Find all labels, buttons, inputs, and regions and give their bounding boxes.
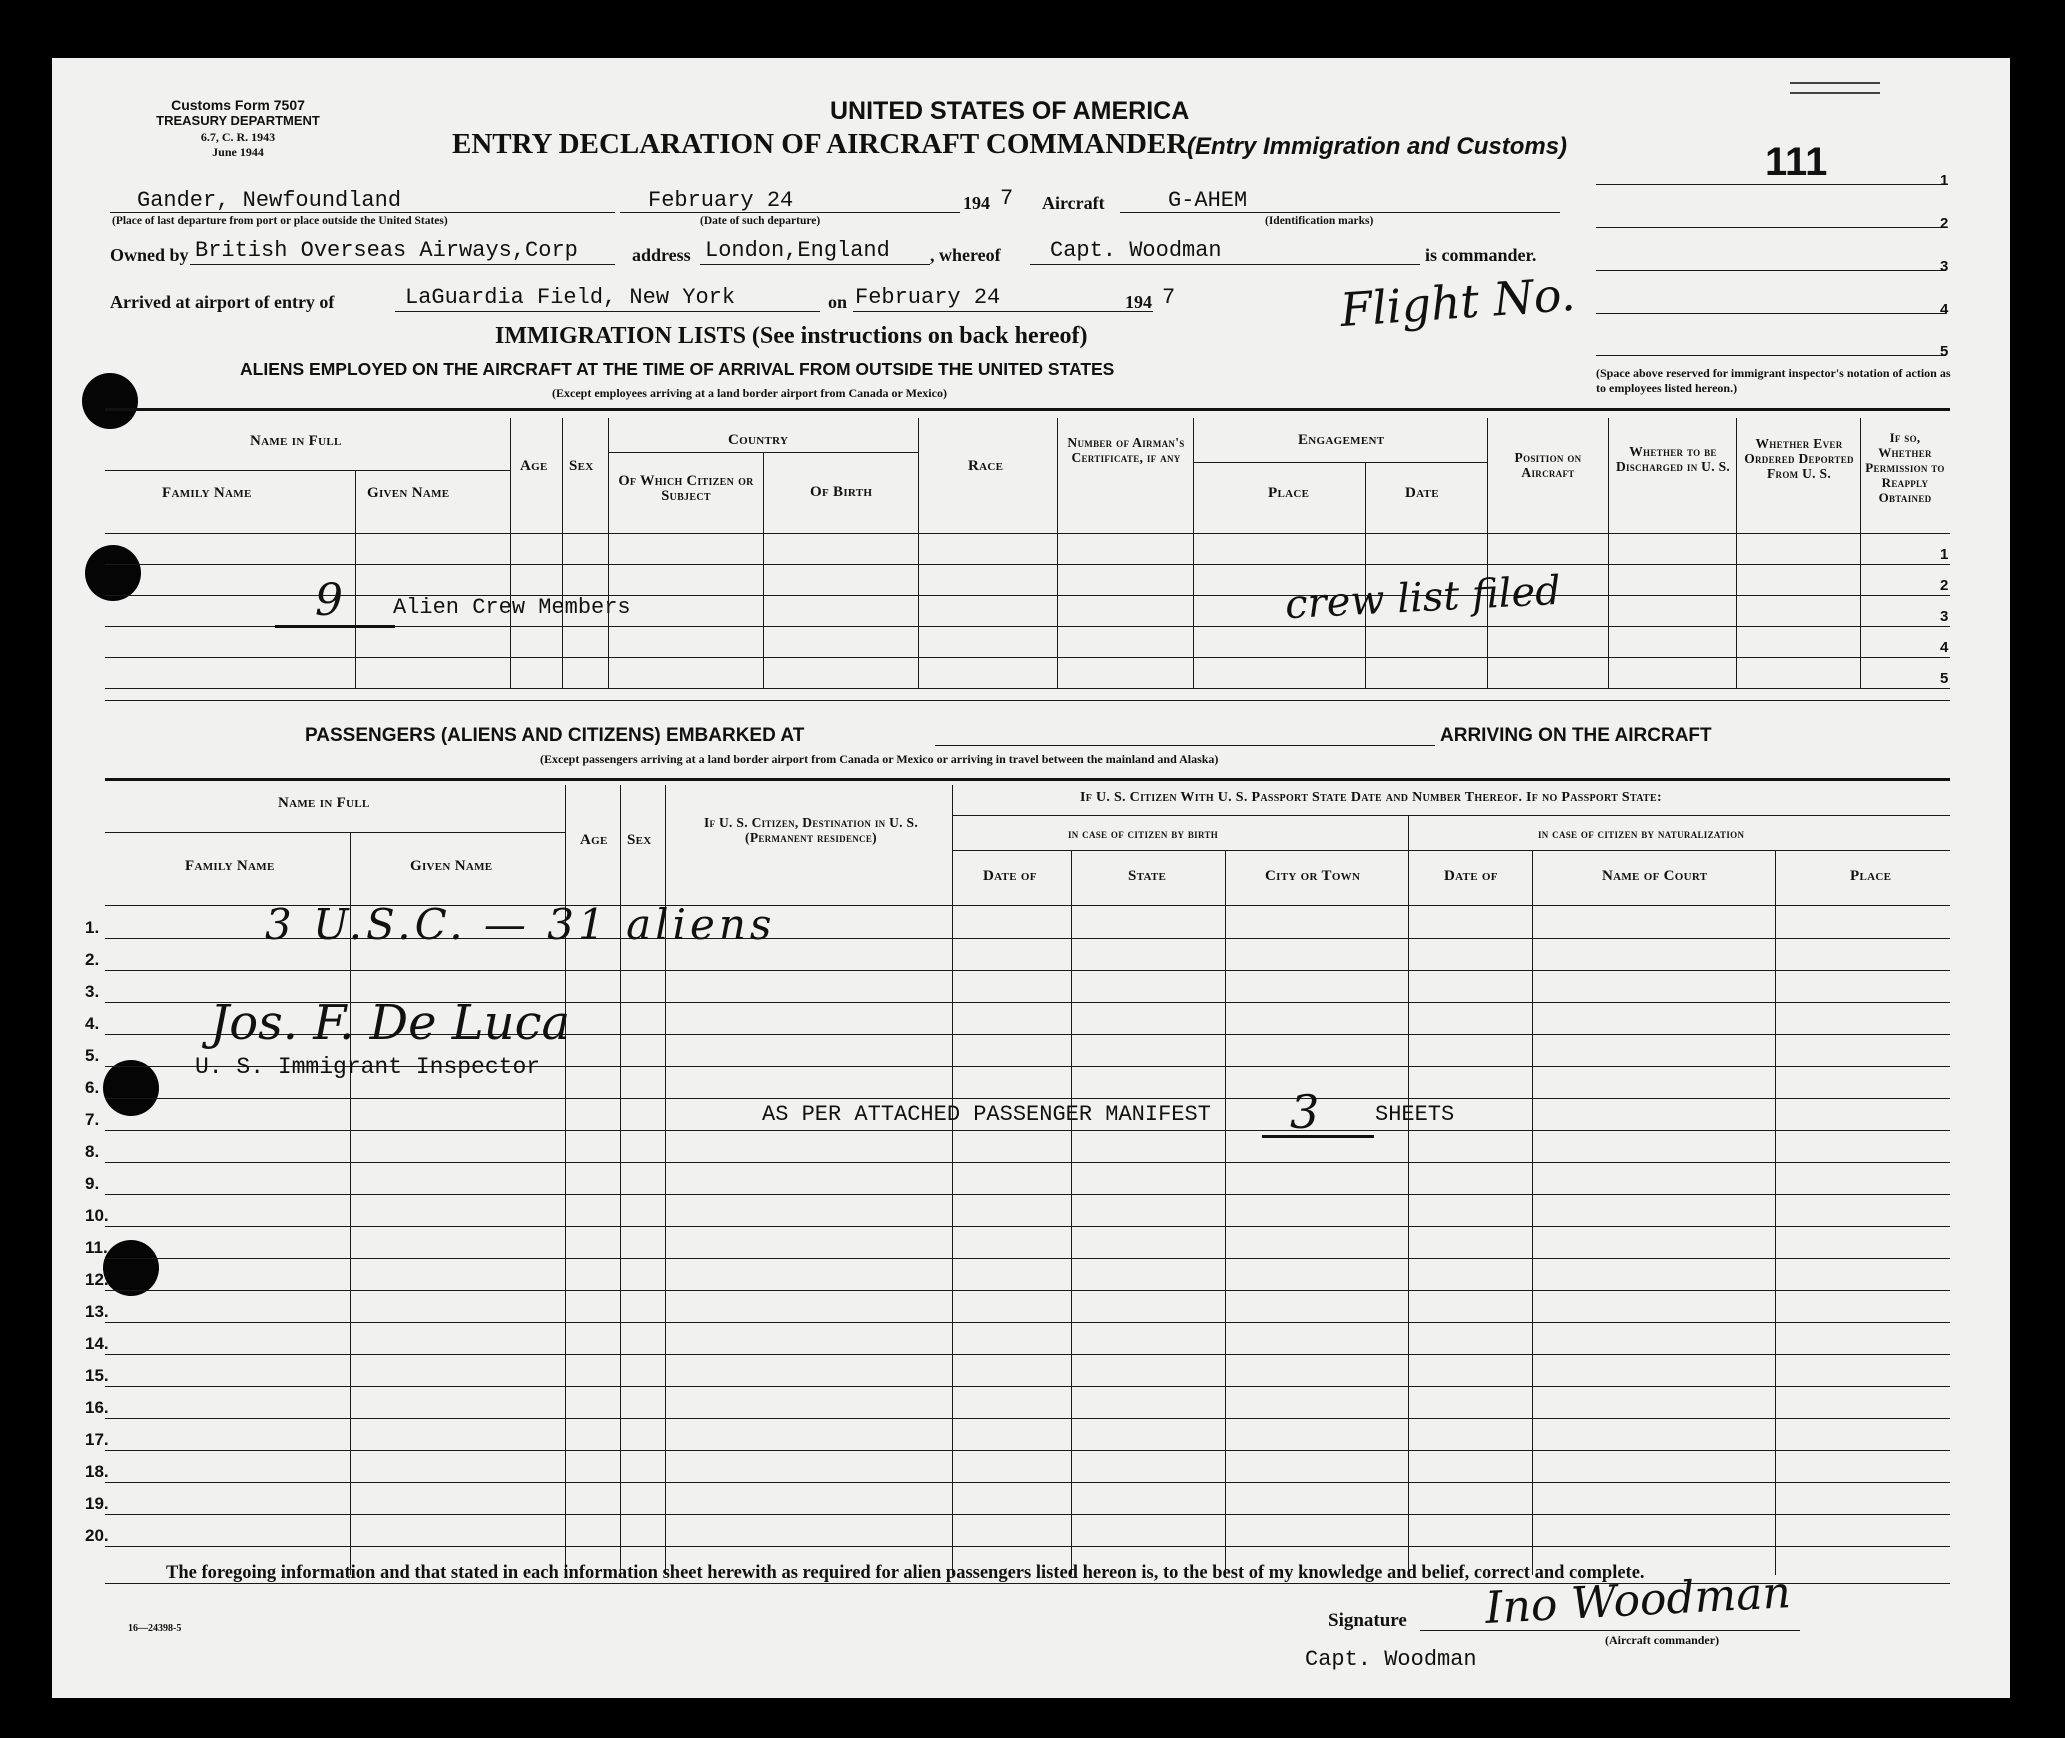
arrival-date: February 24 <box>855 285 1001 310</box>
passenger-row <box>105 1386 1950 1387</box>
crew-engagement-header: Engagement <box>1298 432 1385 448</box>
passenger-row-number: 16. <box>85 1398 109 1417</box>
passenger-row <box>105 1194 1950 1195</box>
passenger-row <box>105 1418 1950 1419</box>
pass-by-birth-header: in case of citizen by birth <box>1068 826 1219 841</box>
passenger-row-number: 11. <box>85 1238 108 1257</box>
passenger-row-number: 3. <box>85 982 100 1001</box>
pass-state-header: State <box>1128 868 1167 884</box>
owner-name: British Overseas Airways,Corp <box>195 238 578 263</box>
passenger-row-number: 14. <box>85 1334 109 1353</box>
is-commander-label: is commander. <box>1425 245 1537 265</box>
pass-name-header: Name in Full <box>278 795 370 811</box>
pass-passport-header: If U. S. Citizen With U. S. Passport State Date and Number Thereof. If no Passport State: <box>1080 790 1662 805</box>
crew-position-header: Position on Aircraft <box>1514 450 1582 480</box>
manifest-count: 3 <box>1290 1085 1320 1139</box>
commander-name: Capt. Woodman <box>1050 238 1222 263</box>
crew-row-number: 5 <box>1940 670 1949 687</box>
passenger-row-number: 12. <box>85 1270 109 1289</box>
passenger-row-number: 13. <box>85 1302 109 1321</box>
form-title-paren: (Entry Immigration and Customs) <box>1187 133 1568 160</box>
pass-date-birth-header: Date of <box>983 868 1037 884</box>
passenger-row-number: 5. <box>85 1046 100 1065</box>
pass-city-header: City or Town <box>1265 868 1361 884</box>
manifest-suffix: SHEETS <box>1375 1102 1455 1127</box>
crew-row-number: 2 <box>1940 577 1949 594</box>
punch-hole <box>82 373 138 429</box>
passenger-row-number: 15. <box>85 1366 109 1385</box>
year-prefix: 194 <box>963 193 990 213</box>
pass-place-header: Place <box>1850 868 1892 884</box>
crew-eng-place-header: Place <box>1268 485 1310 501</box>
passenger-row <box>105 1514 1950 1515</box>
form-title: ENTRY DECLARATION OF AIRCRAFT COMMANDER <box>452 128 1188 160</box>
signature-caption: (Aircraft commander) <box>1605 1633 1720 1647</box>
crew-discharged-header: Whether to be Discharged in U. S. <box>1615 444 1731 474</box>
footer-code: 16—24398-5 <box>128 1623 182 1634</box>
passenger-row <box>105 1258 1950 1259</box>
passenger-row <box>105 1482 1950 1483</box>
passenger-row-number: 10. <box>85 1206 109 1225</box>
owned-by-label: Owned by <box>110 245 189 265</box>
passenger-row <box>105 1130 1950 1131</box>
crew-sex-header: Sex <box>569 458 594 474</box>
inspector-signature: Jos. F. De Luca <box>210 995 571 1051</box>
passenger-row <box>105 1354 1950 1355</box>
punch-hole <box>85 545 141 601</box>
crew-handwritten-note: crew list filed <box>1283 567 1562 629</box>
arrival-year-prefix: 194 <box>1125 292 1152 312</box>
pass-sex-header: Sex <box>627 832 652 848</box>
crew-row-number: 3 <box>1940 608 1949 625</box>
passenger-row <box>105 1226 1950 1227</box>
department: TREASURY DEPARTMENT <box>156 113 320 128</box>
regulation: 6.7, C. R. 1943 <box>200 130 276 144</box>
passenger-row-number: 18. <box>85 1462 109 1481</box>
immigration-subtitle: ALIENS EMPLOYED ON THE AIRCRAFT AT THE TIME OF ARRIVAL FROM OUTSIDE THE UNITED STATES <box>240 359 1115 379</box>
passenger-row-number: 4. <box>85 1014 100 1033</box>
crew-race-header: Race <box>968 458 1004 474</box>
pass-court-header: Name of Court <box>1602 868 1708 884</box>
passenger-row <box>105 1546 1950 1547</box>
manifest-text: AS PER ATTACHED PASSENGER MANIFEST <box>762 1102 1211 1127</box>
passenger-handwritten-entry: 3 U.S.C. — 31 aliens <box>265 900 776 949</box>
arrived-label: Arrived at airport of entry of <box>110 292 335 312</box>
crew-given-name-header: Given Name <box>367 485 450 501</box>
passengers-note: (Except passengers arriving at a land border airport from Canada or Mexico or arriving in travel between the mainland and Alaska) <box>540 752 1219 766</box>
crew-country-header: Country <box>728 432 789 448</box>
side-line-number: 1 <box>1940 172 1949 189</box>
crew-citizen-header: Of Which Citizen or Subject <box>618 473 754 504</box>
passenger-row-number: 1. <box>85 918 100 937</box>
aircraft-label: Aircraft <box>1042 193 1105 213</box>
departure-date-caption: (Date of such departure) <box>700 215 821 227</box>
whereof-label: , whereof <box>930 245 1001 265</box>
document-number: 111 <box>1765 140 1828 184</box>
pass-destination-header: If U. S. Citizen, Destination in U. S. (Permanent residence) <box>703 815 919 845</box>
passenger-row <box>105 1322 1950 1323</box>
passenger-row-number: 19. <box>85 1494 109 1513</box>
punch-hole <box>103 1240 159 1296</box>
side-line-number: 3 <box>1940 258 1949 275</box>
arrival-year: 7 <box>1162 285 1176 310</box>
passenger-row-number: 17. <box>85 1430 109 1449</box>
passenger-row <box>105 1098 1950 1099</box>
passenger-row <box>105 970 1950 971</box>
address-label: address <box>632 245 691 265</box>
punch-hole <box>103 1060 159 1116</box>
passenger-row-number: 8. <box>85 1142 100 1161</box>
arrival-airport: LaGuardia Field, New York <box>405 285 736 310</box>
crew-permission-header: If so, Whether Permission to Reapply Obtained <box>1865 430 1945 505</box>
on-label: on <box>828 292 848 312</box>
passenger-row-number: 6. <box>85 1078 100 1097</box>
side-note: (Space above reserved for immigrant inspector's notation of action as to employees listed hereon.) <box>1596 366 1951 395</box>
crew-row-number: 1 <box>1940 546 1949 563</box>
aircraft-id: G-AHEM <box>1168 188 1248 213</box>
pass-given-name-header: Given Name <box>410 858 493 874</box>
pass-family-name-header: Family Name <box>185 858 275 874</box>
passenger-row <box>105 1290 1950 1291</box>
aircraft-caption: (Identification marks) <box>1265 215 1374 227</box>
passenger-row-number: 7. <box>85 1110 100 1129</box>
crew-deported-header: Whether Ever Ordered Deported From U. S. <box>1744 436 1854 481</box>
side-line-number: 4 <box>1940 301 1949 318</box>
signature-label: Signature <box>1328 1610 1407 1631</box>
crew-name-header: Name in Full <box>250 433 342 449</box>
commander-signature: Ino Woodman <box>1483 1567 1792 1634</box>
passengers-title-right: ARRIVING ON THE AIRCRAFT <box>1440 725 1712 746</box>
crew-family-name-header: Family Name <box>162 485 252 501</box>
crew-airman-cert-header: Number of Airman's Certificate, if any <box>1067 435 1185 465</box>
passenger-row <box>105 1450 1950 1451</box>
departure-place: Gander, Newfoundland <box>137 188 402 213</box>
departure-date: February 24 <box>648 188 794 213</box>
staple-mark <box>1790 82 1880 94</box>
side-line-number: 2 <box>1940 215 1949 232</box>
side-line-number: 5 <box>1940 343 1949 360</box>
crew-eng-date-header: Date <box>1405 485 1439 501</box>
form-date: June 1944 <box>212 145 264 159</box>
departure-year: 7 <box>1000 186 1014 211</box>
crew-row-number: 4 <box>1940 639 1949 656</box>
passengers-title: PASSENGERS (ALIENS AND CITIZENS) EMBARKED AT <box>305 725 805 746</box>
crew-count: 9 <box>315 575 343 626</box>
pass-date-nat-header: Date of <box>1444 868 1498 884</box>
immigration-note: (Except employees arriving at a land border airport from Canada or Mexico) <box>552 386 947 400</box>
immigration-title: IMMIGRATION LISTS (See instructions on back hereof) <box>495 323 1088 349</box>
pass-age-header: Age <box>580 832 608 848</box>
departure-place-caption: (Place of last departure from port or place outside the United States) <box>112 215 448 227</box>
inspector-title: U. S. Immigrant Inspector <box>195 1054 541 1080</box>
pass-by-naturalization-header: in case of citizen by naturalization <box>1538 826 1745 841</box>
owner-address: London,England <box>705 238 890 263</box>
crew-birth-header: Of Birth <box>810 484 873 500</box>
form-number: Customs Form 7507 <box>171 97 305 113</box>
certification-text: The foregoing information and that stated in each information sheet herewith as required for alien passengers listed hereon is, to the best of my knowledge and belief, correct and complete. <box>166 1563 1645 1583</box>
commander-typed-name: Capt. Woodman <box>1305 1647 1477 1672</box>
country-heading: UNITED STATES OF AMERICA <box>830 97 1190 125</box>
passenger-row-number: 2. <box>85 950 100 969</box>
passenger-row-number: 20. <box>85 1526 109 1545</box>
passenger-row <box>105 1162 1950 1163</box>
flight-number-note: Flight No. <box>1338 266 1577 338</box>
passenger-row-number: 9. <box>85 1174 100 1193</box>
crew-age-header: Age <box>520 458 548 474</box>
crew-entry-text: Alien Crew Members <box>393 595 631 620</box>
